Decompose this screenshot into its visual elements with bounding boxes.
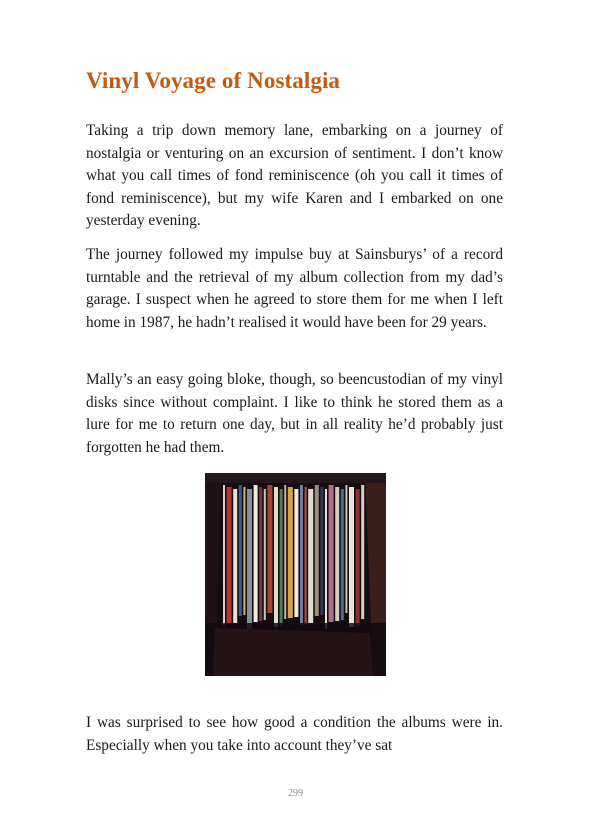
page-title: Vinyl Voyage of Nostalgia [86, 68, 341, 93]
record-spine [247, 489, 252, 629]
record-spine [264, 489, 266, 620]
record-spine [227, 487, 232, 624]
vinyl-records-photo [205, 473, 386, 676]
paragraph-1: Taking a trip down memory lane, embarking on a journey of nostalgia or venturing on an excursion of sentiment. I don’t know what you call times of fond reminiscence (oh you call it times of fond reminiscence), but my wife Karen and I embarked on one yesterday evening. [86, 122, 503, 229]
page-number: 299 [288, 788, 303, 799]
record-spine [259, 487, 262, 621]
record-spine [315, 485, 319, 616]
record-spine [329, 485, 334, 622]
record-spine [356, 489, 360, 626]
paragraph-2: The journey followed my impulse buy at Sainsburys’ of a record turntable and the retrieval of my album collection from my dad’s garage. I suspect when he agreed to store them for me when I left home in 1987, he hadn’t realised it would have been for 29 years. [86, 246, 503, 331]
record-spine [233, 489, 237, 623]
record-spine [305, 487, 307, 624]
record-spine [267, 485, 272, 613]
record-spine [335, 487, 339, 621]
record-spine [345, 485, 347, 613]
record-spine [294, 489, 298, 617]
record-spine [223, 485, 225, 625]
paragraph-4: I was surprised to see how good a condition the albums were in. Especially when you take into account they’ve sat [86, 714, 503, 754]
record-spine [254, 485, 258, 622]
vinyl-records-illustration [205, 473, 386, 676]
record-spine [274, 487, 278, 627]
record-spine [361, 485, 364, 619]
record-spine [341, 489, 344, 620]
record-spine [288, 487, 293, 618]
record-spine [280, 489, 283, 626]
record-spine [284, 485, 286, 619]
record-spine [308, 489, 313, 623]
paragraph-3: Mally’s an easy going bloke, though, so beencustodian of my vinyl disks since without complaint. I like to think he stored them as a lure for me to return one day, but in all reality he’d probably just forgotten he had them. [86, 371, 503, 456]
record-spine [243, 487, 245, 615]
record-spine [320, 487, 323, 615]
record-spine [239, 485, 242, 616]
record-spine [325, 489, 327, 629]
record-spine [300, 485, 303, 625]
record-spine [349, 487, 354, 627]
